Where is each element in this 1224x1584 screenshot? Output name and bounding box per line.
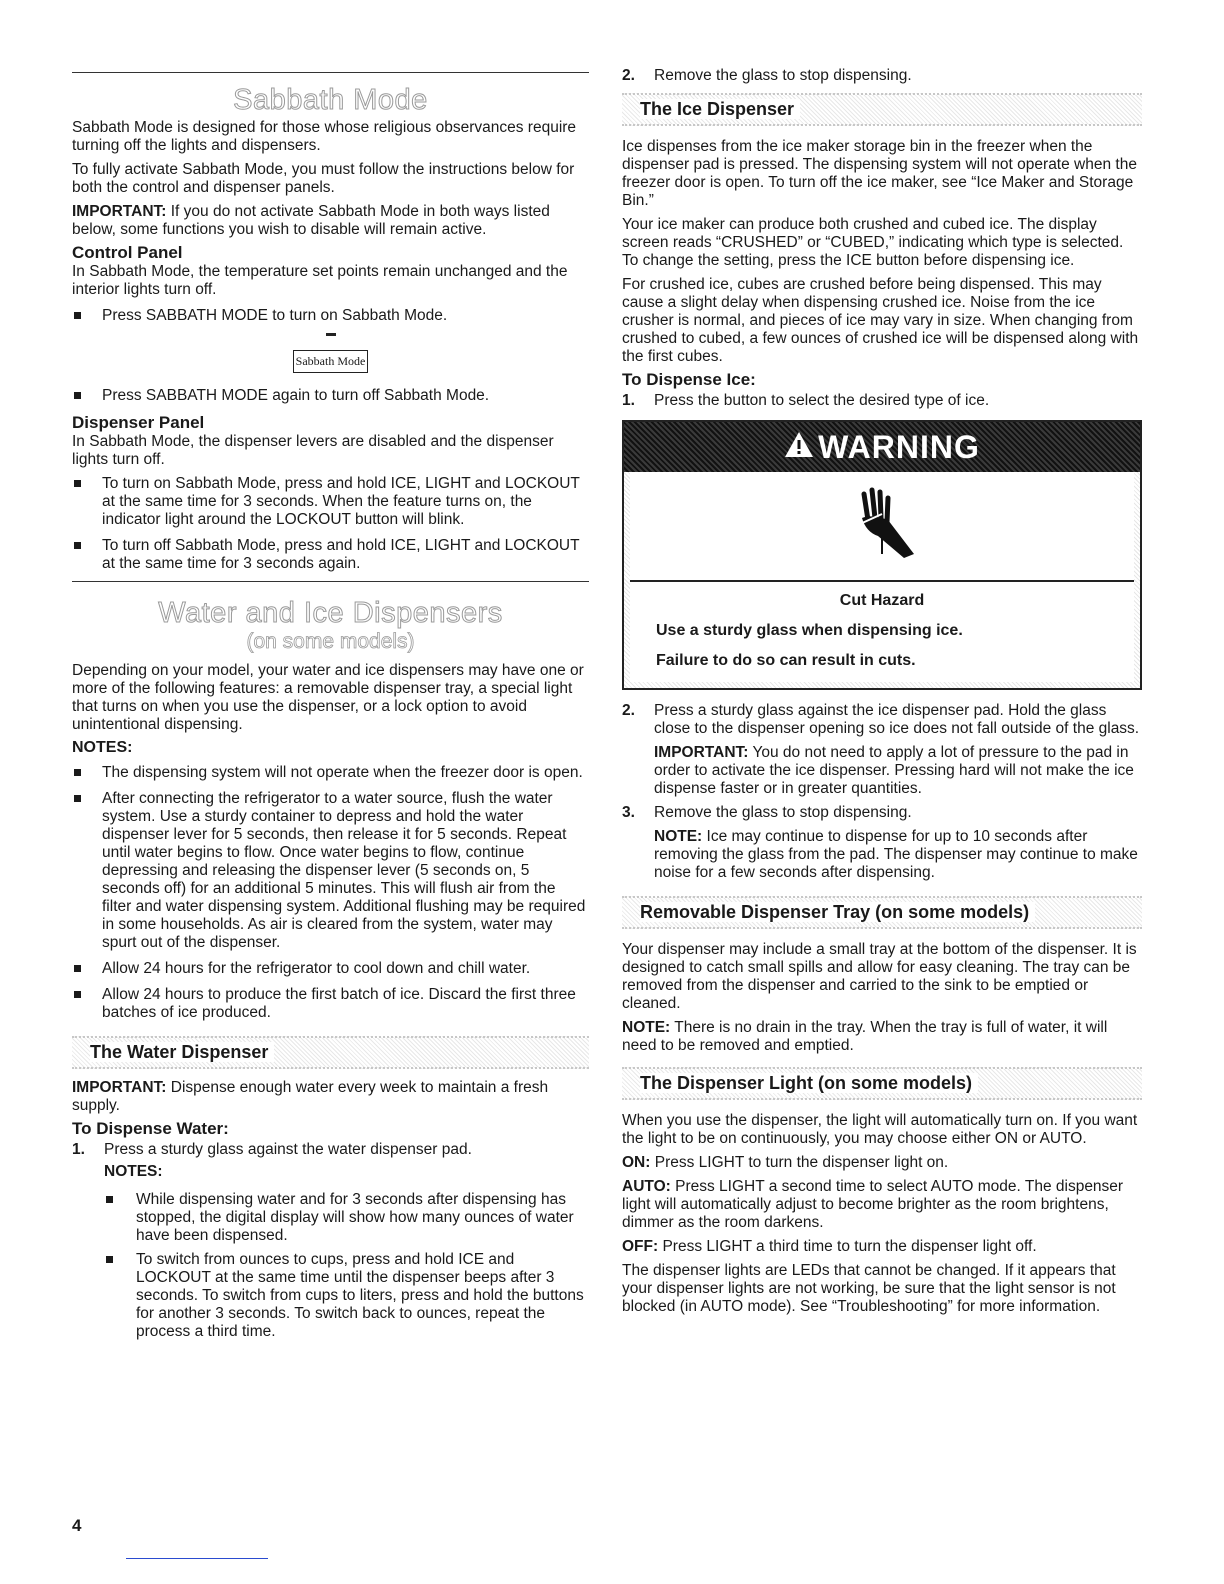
water-notes-heading: NOTES: <box>104 1163 163 1180</box>
water-steps-continued <box>622 67 1142 85</box>
warning-title: WARNING <box>818 428 980 465</box>
list-item: 2. Remove the glass to stop dispensing. <box>622 67 912 84</box>
water-important <box>72 1079 589 1115</box>
list-item: While dispensing water and for 3 seconds after dispensing has stopped, the digital display will show how many ounces of water have been dispensed. <box>104 1191 589 1245</box>
important-label: IMPORTANT: <box>72 1079 167 1096</box>
bottom-rule <box>126 1558 268 1559</box>
water-ice-title: Water and Ice Dispensers <box>158 597 503 629</box>
important-label: IMPORTANT: <box>72 203 167 220</box>
sabbath-mode-title: Sabbath Mode <box>233 84 428 116</box>
warning-icon-row <box>630 472 1134 582</box>
warning-icon-panel <box>624 472 1140 582</box>
list-item: 3. Remove the glass to stop dispensing. NOTE: Ice may continue to dispense for up to 10 seconds after removing the glass from the pad. The dispenser may continue to make noise for a few seconds after dispensing. <box>622 804 1142 882</box>
control-panel-list-2 <box>72 387 589 405</box>
water-ice-subtitle: (on some models) <box>246 630 415 653</box>
important-text: Dispense enough water every week to maintain a fresh supply. <box>72 1079 549 1114</box>
control-panel-text: In Sabbath Mode, the temperature set points remain unchanged and the interior lights turn off. <box>72 263 568 298</box>
right-column <box>622 0 1142 1316</box>
ice-dispenser-heading: The Ice Dispenser <box>622 93 1142 126</box>
warning-triangle-icon <box>784 429 814 466</box>
to-dispense-ice-heading: To Dispense Ice: <box>622 370 756 389</box>
sabbath-instructions: To fully activate Sabbath Mode, you must follow the instructions below for both the control and dispenser panels. <box>72 161 575 196</box>
tray-heading: Removable Dispenser Tray (on some models) <box>622 896 1142 929</box>
ice-step-important: IMPORTANT: You do not need to apply a lot of pressure to the pad in order to activate the ice dispenser. Pressing hard will not make the ice dispense faster or in greater quantities. <box>654 744 1134 797</box>
control-panel-heading: Control Panel <box>72 243 183 262</box>
warning-line: Failure to do so can result in cuts. <box>656 652 916 669</box>
sabbath-intro: Sabbath Mode is designed for those whose religious observances require turning off the lights and dispensers. <box>72 119 577 154</box>
warning-header <box>624 422 1140 472</box>
ice-steps-continued <box>622 702 1142 882</box>
light-auto: AUTO: Press LIGHT a second time to select AUTO mode. The dispenser light will automatically adjust to become brighter as the room brightens, dimmer as the room darkens. <box>622 1178 1124 1231</box>
warning-text-panel <box>624 582 1140 688</box>
ice-steps <box>622 392 1142 410</box>
list-item: 2. Press a sturdy glass against the ice dispenser pad. Hold the glass close to the dispenser opening so ice does not fall outside of the glass. IMPORTANT: You do not need to apply a lot of pressure to the pad in order to activate the ice dispenser. Pressing hard will not make the ice dispense faster or in greater quantities. <box>622 702 1142 798</box>
list-item: Press SABBATH MODE again to turn off Sabbath Mode. <box>72 387 589 405</box>
list-item: 1. Press the button to select the desired type of ice. <box>622 392 990 409</box>
warning-line: Use a sturdy glass when dispensing ice. <box>656 622 963 639</box>
dispenser-panel-text: In Sabbath Mode, the dispenser levers are disabled and the dispenser lights turn off. <box>72 433 554 468</box>
water-steps <box>72 1141 589 1341</box>
list-item: Allow 24 hours for the refrigerator to cool down and chill water. <box>72 960 589 978</box>
list-item: To switch from ounces to cups, press and hold ICE and LOCKOUT at the same time until the dispenser beeps after 3 seconds. To switch from cups to liters, press and hold the buttons for another 3 seconds. To switch back to ounces, repeat the process a third time. <box>104 1251 589 1341</box>
list-item: Allow 24 hours to produce the first batch of ice. Discard the first three batches of ice produced. <box>72 986 589 1022</box>
list-item: To turn off Sabbath Mode, press and hold ICE, LIGHT and LOCKOUT at the same time for 3 seconds again. <box>72 537 589 573</box>
section-divider <box>72 72 589 73</box>
cut-hand-icon <box>842 484 922 569</box>
left-column <box>72 0 589 1347</box>
tray-note: NOTE: There is no drain in the tray. When the tray is full of water, it will need to be removed and emptied. <box>622 1019 1108 1054</box>
list-item: After connecting the refrigerator to a water source, flush the water system. Use a sturdy container to depress and hold the water dispenser lever for 5 seconds, then release it for 5 seconds. Repeat until water begins to flow. Once water begins to flow, continue depressing and releasing the dispenser lever (5 seconds on, 5 seconds off) for an additional 5 minutes. This will flush air from the filter and water dispensing system. Additional flushing may be required in some households. As air is cleared from the system, water may spurt out of the dispenser. <box>72 790 589 952</box>
water-dispenser-heading: The Water Dispenser <box>72 1036 589 1069</box>
important-text: If you do not activate Sabbath Mode in both ways listed below, some functions you wish to disable will remain active. <box>72 203 550 238</box>
list-item: 1. Press a sturdy glass against the water dispenser pad. NOTES: While dispensing water and for 3 seconds after dispensing has stopped, the digital display will show how many ounces of water have been dispensed. To switch from ounces to cups, press and hold ICE and LOCKOUT at the same time until the dispenser beeps after 3 seconds. To switch from cups to liters, press and hold the buttons for another 3 seconds. To switch back to ounces, repeat the process a third time. <box>72 1141 589 1341</box>
to-dispense-water-heading: To Dispense Water: <box>72 1119 229 1138</box>
tray-text: Your dispenser may include a small tray at the bottom of the dispenser. It is designed to catch small spills and allow for easy cleaning. The tray can be removed from the dispenser and carried to the sink to be emptied or cleaned. <box>622 941 1137 1012</box>
dispenser-panel-list <box>72 475 589 573</box>
light-heading: The Dispenser Light (on some models) <box>622 1067 1142 1100</box>
notes-heading: NOTES: <box>72 739 133 756</box>
page-number: 4 <box>72 1516 82 1535</box>
sabbath-button-wrap <box>72 350 589 373</box>
ice-crushed: For crushed ice, cubes are crushed before being dispensed. This may cause a slight delay when dispensing crushed ice. Noise from the ice crusher is normal, and pieces of ice may vary in size. When changing from crushed to cubed, a few ounces of crushed ice will be dispensed along with the first cubes. <box>622 276 1139 365</box>
light-off: OFF: Press LIGHT a third time to turn the dispenser light off. <box>622 1238 1037 1255</box>
list-item: To turn on Sabbath Mode, press and hold ICE, LIGHT and LOCKOUT at the same time for 3 seconds. When the feature turns on, the indicator light around the LOCKOUT button will blink. <box>72 475 589 529</box>
ice-step-note: NOTE: Ice may continue to dispense for up to 10 seconds after removing the glass from the pad. The dispenser may continue to make noise for a few seconds after dispensing. <box>654 828 1138 881</box>
sabbath-mode-button[interactable]: Sabbath Mode <box>293 350 369 373</box>
section-divider <box>72 581 589 582</box>
ice-intro: Ice dispenses from the ice maker storage bin in the freezer when the dispenser pad is pressed. The dispensing system will not operate when the freezer door is open. To turn off the ice maker, see “Ice Maker and Storage Bin.” <box>622 138 1137 209</box>
list-item: Press SABBATH MODE to turn on Sabbath Mode. <box>72 307 589 325</box>
notes-list <box>72 764 589 1022</box>
light-leds: The dispenser lights are LEDs that cannot be changed. If it appears that your dispenser lights are not working, be sure that the light sensor is not blocked (in AUTO mode). See “Troubleshooting” for more information. <box>622 1262 1116 1315</box>
dash-indicator <box>326 333 336 336</box>
light-intro: When you use the dispenser, the light will automatically turn on. If you want the light to be on continuously, you may choose either ON or AUTO. <box>622 1112 1138 1147</box>
warning-box <box>622 420 1142 690</box>
water-notes-list <box>104 1191 589 1341</box>
sabbath-important <box>72 203 589 239</box>
list-item: The dispensing system will not operate when the freezer door is open. <box>72 764 589 782</box>
warning-hazard: Cut Hazard <box>839 592 925 609</box>
ice-types: Your ice maker can produce both crushed and cubed ice. The display screen reads “CRUSHED” or “CUBED,” indicating which type is selected. To change the setting, press the ICE button before dispensing ice. <box>622 216 1124 269</box>
control-panel-list <box>72 307 589 325</box>
water-ice-intro: Depending on your model, your water and ice dispensers may have one or more of the following features: a removable dispenser tray, a special light that turns on when you use the dispenser, or a lock option to avoid unintentional dispensing. <box>72 662 584 733</box>
light-on: ON: Press LIGHT to turn the dispenser light on. <box>622 1154 949 1171</box>
dispenser-panel-heading: Dispenser Panel <box>72 413 205 432</box>
warning-body <box>630 582 1134 682</box>
